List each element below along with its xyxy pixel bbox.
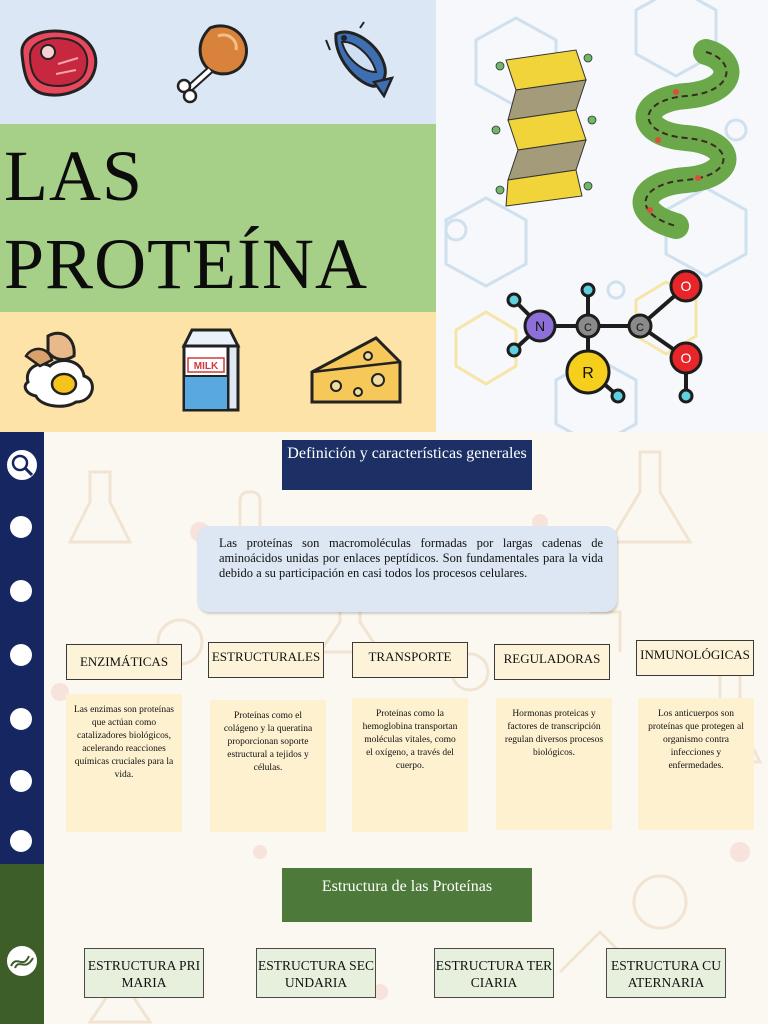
cheese-icon (306, 332, 406, 410)
function-desc-enzimaticas: Las enzimas son proteínas que actúan como catalizadores biológicos, acelerando reacciones químicas cruciales para la vida. (66, 694, 182, 832)
page-title-line-1: LAS (4, 136, 144, 216)
atom-c1: C (584, 322, 592, 334)
definition-header: Definición y características generales (282, 440, 532, 490)
definition-text: Las proteínas son macromoléculas formadas por largas cadenas de aminoácidos unidas por enlaces peptídicos. Son fundamentales para la vida debido a su participación en casi todos los procesos celulares. (197, 526, 617, 612)
structure-card-primaria: ESTRUCTURA PRIMARIA (84, 948, 204, 998)
atom-o2: O (680, 350, 692, 366)
molecule-illustration (436, 0, 768, 432)
structure-card-cuaternaria: ESTRUCTURA CUATERNARIA (606, 948, 726, 998)
structure-card-terciaria: ESTRUCTURA TERCIARIA (434, 948, 554, 998)
page-title-line-2: PROTEÍNA (4, 224, 368, 304)
milk-carton-icon (178, 326, 244, 414)
timeline-dot (10, 644, 32, 666)
function-title-transporte: TRANSPORTE (352, 642, 468, 678)
timeline-sidebar-structure (0, 864, 44, 1024)
fish-icon (322, 20, 400, 98)
dna-icon (5, 944, 39, 978)
function-title-reguladoras: REGULADORAS (494, 644, 610, 680)
structure-header: Estructura de las Proteínas (282, 868, 532, 922)
function-title-inmunologicas: INMUNOLÓGICAS (636, 640, 754, 676)
timeline-dot (10, 516, 32, 538)
milk-label: MILK (193, 361, 219, 372)
timeline-dot (10, 770, 32, 792)
timeline-dot (10, 580, 32, 602)
function-desc-estructurales: Proteínas como el colágeno y la queratina proporcionan soporte estructural a tejidos y células. (210, 700, 326, 832)
egg-icon (18, 326, 104, 412)
timeline-dot (10, 708, 32, 730)
steak-icon (12, 24, 102, 102)
function-title-enzimaticas: ENZIMÁTICAS (66, 644, 182, 680)
chicken-leg-icon (170, 18, 256, 104)
atom-c2: C (636, 322, 644, 334)
function-desc-inmunologicas: Los anticuerpos son proteínas que protegen al organismo contra infecciones y enfermedades. (638, 698, 754, 830)
atom-o1: O (680, 278, 692, 294)
function-title-estructurales: ESTRUCTURALES (208, 642, 324, 678)
timeline-dot (10, 830, 32, 852)
magnifier-icon (5, 448, 39, 482)
timeline-sidebar-definition (0, 432, 44, 864)
function-desc-reguladoras: Hormonas proteicas y factores de transcripción regulan diversos procesos biológicos. (496, 698, 612, 830)
structure-card-secundaria: ESTRUCTURA SECUNDARIA (256, 948, 376, 998)
atom-r: R (582, 365, 594, 382)
atom-n: N (534, 318, 546, 334)
function-desc-transporte: Proteínas como la hemoglobina transportan moléculas vitales, como el oxígeno, a través del cuerpo. (352, 698, 468, 832)
